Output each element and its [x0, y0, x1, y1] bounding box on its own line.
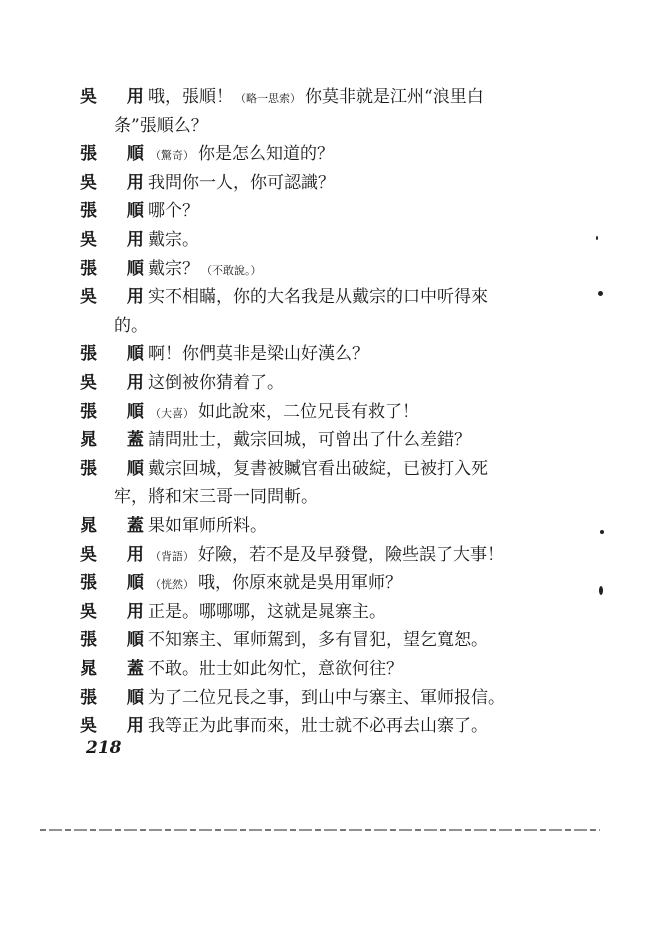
- speech-text: 啊！你們莫非是梁山好漢么？: [148, 344, 369, 365]
- speech-text: 戴宗。: [148, 230, 199, 250]
- speech-text: 实不相瞞，你的大名我是从戴宗的口中听得來: [148, 287, 488, 308]
- stage-direction: （大喜）: [150, 406, 194, 420]
- speaker-name: 吳 用: [80, 373, 156, 393]
- speaker-name: 張 順: [80, 344, 156, 365]
- speaker-name: 晁 蓋: [80, 659, 156, 679]
- speaker-name: 吳 用: [80, 287, 156, 308]
- continuation-text: 的。: [114, 315, 148, 336]
- speaker-name: 張 順: [80, 201, 156, 222]
- speech-text: 請問壯士，戴宗回城，可曾出了什么差錯？: [148, 430, 471, 451]
- speech-text: 你莫非就是江州“浪里白: [305, 87, 484, 107]
- speech-text: 哪个？: [148, 201, 199, 222]
- speaker-name: 張 順: [80, 687, 156, 708]
- stage-direction: （不敢說。）: [201, 263, 262, 277]
- dialogue-text: [148, 511, 267, 541]
- dialogue-text: [148, 540, 504, 572]
- speaker-name: 晁 蓋: [80, 430, 156, 451]
- speaker-name: 吳 用: [80, 172, 156, 193]
- speech-text: 戴宗？: [148, 258, 199, 279]
- speech-text: 好險，若不是及早發覺，險些誤了大事！: [198, 544, 504, 565]
- speaker-name: 吳 用: [80, 601, 156, 622]
- speech-text: 我問你一人，你可認識？: [148, 172, 335, 193]
- dialogue-text: [148, 82, 484, 114]
- speaker-name: 張 順: [80, 258, 156, 279]
- speaker-name: 張 順: [80, 573, 156, 594]
- speaker-name: 張 順: [80, 144, 156, 165]
- speech-text: 正是。哪哪哪，这就是晁寨主。: [148, 601, 386, 622]
- dialogue-text: [148, 368, 284, 398]
- margin-speck: [600, 530, 604, 534]
- dialogue-text: [148, 683, 505, 713]
- dialogue-text: [148, 597, 386, 627]
- dialogue-text: [148, 225, 199, 255]
- dialogue-text: [148, 397, 419, 429]
- speaker-name: 張 順: [80, 458, 156, 479]
- speaker-name: 張 順: [80, 630, 156, 651]
- dialogue-text: [148, 625, 488, 655]
- dialogue-text: [148, 454, 488, 484]
- dialogue-text: [148, 425, 471, 455]
- dialogue-text: [148, 168, 335, 198]
- speech-text: 不知寨主、軍师駕到，多有冒犯，望乞寬恕。: [148, 630, 488, 651]
- dialogue-text: [148, 568, 402, 600]
- speech-text: 你是怎么知道的？: [198, 144, 334, 165]
- page-number: 218: [86, 738, 122, 758]
- stage-direction: （恍然）: [150, 578, 194, 592]
- dialogue-text: [148, 654, 403, 684]
- speech-text: 为了二位兄長之事，到山中与寨主、軍师报信。: [148, 687, 505, 708]
- dialogue-text: [148, 339, 369, 369]
- dialogue-text: [148, 139, 334, 171]
- speech-text: 不敢。壯士如此匆忙，意欲何往？: [148, 659, 403, 679]
- stage-direction: （背語）: [150, 549, 194, 563]
- speech-text: 我等正为此事而來，壯士就不必再去山寨了。: [148, 716, 488, 737]
- dialogue-text: [148, 282, 488, 312]
- dialogue-text: [148, 196, 199, 226]
- continuation-text: 牢，將和宋三哥一同問斬。: [114, 487, 318, 508]
- stage-direction: （驚奇）: [150, 149, 194, 163]
- speech-text: 哦，張順！: [148, 87, 233, 107]
- margin-speck: [598, 291, 603, 296]
- speaker-name: 晁 蓋: [80, 516, 156, 536]
- continuation-text: 条”張順么？: [114, 115, 208, 136]
- stage-direction: （略一思索）: [235, 92, 301, 105]
- dialogue-text: [148, 254, 266, 286]
- margin-speck: [596, 236, 598, 240]
- speaker-name: 吳 用: [80, 87, 156, 107]
- speech-text: 这倒被你猜着了。: [148, 373, 284, 393]
- speaker-name: 張 順: [80, 401, 156, 422]
- dialogue-text: [148, 711, 488, 741]
- speech-text: 哦，你原來就是吳用軍师？: [198, 573, 402, 594]
- margin-speck: [599, 586, 603, 595]
- speech-text: 如此說來，二位兄長有救了！: [198, 401, 419, 422]
- speech-text: 果如軍师所料。: [148, 516, 267, 536]
- speech-text: 戴宗回城，复書被贓官看出破綻，已被打入死: [148, 458, 488, 479]
- speaker-name: 吳 用: [80, 716, 156, 737]
- speaker-name: 吳 用: [80, 230, 156, 250]
- bottom-rule: [40, 829, 600, 831]
- speaker-name: 吳 用: [80, 544, 156, 565]
